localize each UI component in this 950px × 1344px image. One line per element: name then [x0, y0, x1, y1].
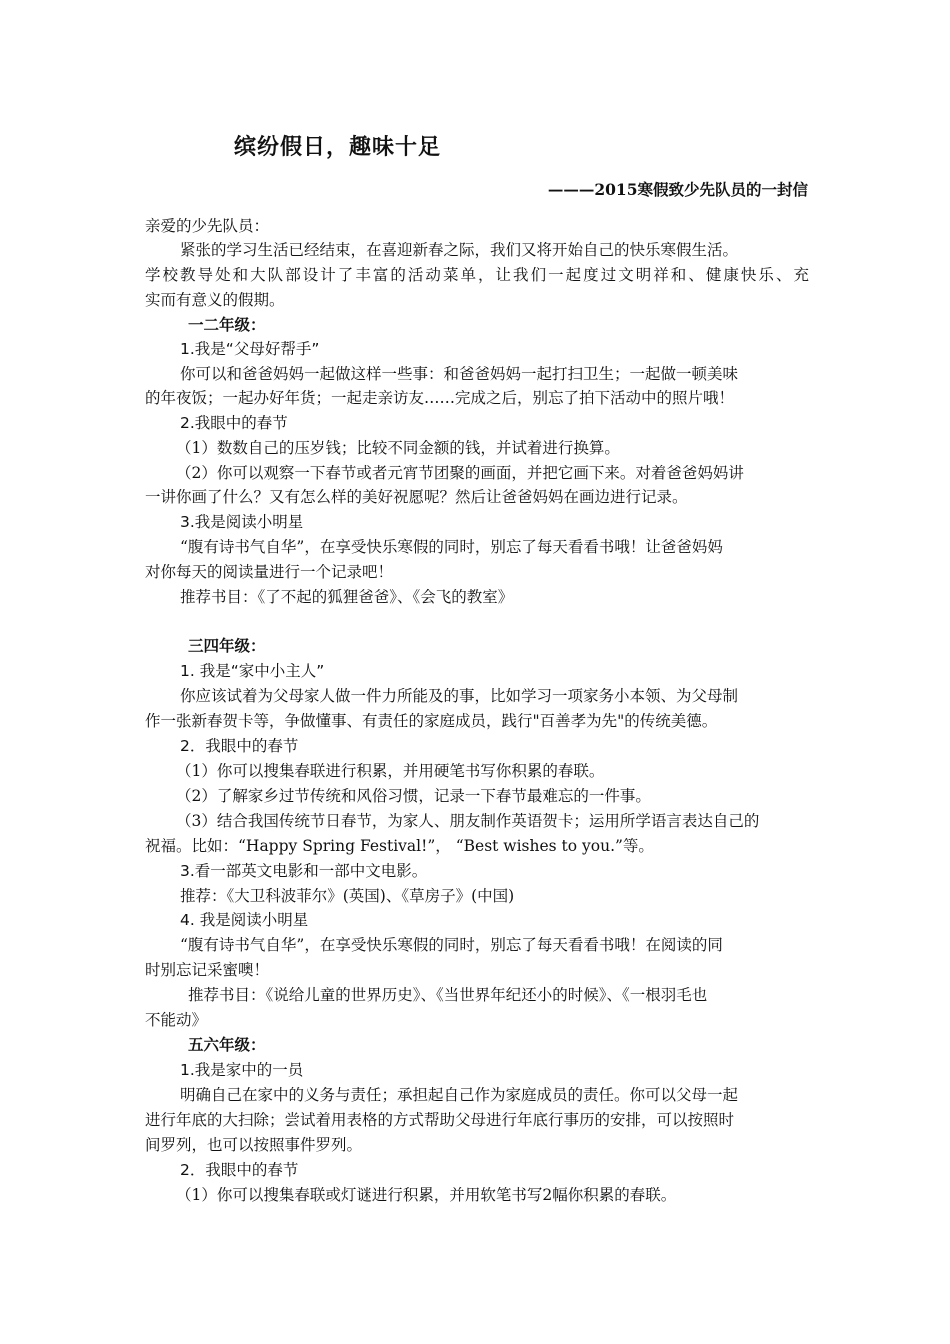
- activity-title: 2．我眼中的春节: [180, 1161, 299, 1179]
- page-subtitle: ———2015寒假致少先队员的一封信: [547, 180, 808, 199]
- activity-title: 1. 我是“家中小主人”: [180, 662, 325, 680]
- activity-title: 1.我是家中的一员: [180, 1061, 304, 1079]
- activity-subitem: （1）数数自己的压岁钱；比较不同金额的钱，并试着进行换算。: [176, 439, 620, 457]
- activity-text-line: 你可以和爸爸妈妈一起做这样一些事：和爸爸妈妈一起打扫卫生；一起做一顿美味: [180, 365, 739, 383]
- activity-subitem: 祝福。比如：“Happy Spring Festival!”， “Best wishes to you.”等。: [145, 837, 654, 855]
- greeting: 亲爱的少先队员：: [145, 217, 270, 235]
- activity-text-line: 明确自己在家中的义务与责任；承担起自己作为家庭成员的责任。你可以父母一起: [180, 1086, 739, 1104]
- activity-text-line: “腹有诗书气自华”，在享受快乐寒假的同时，别忘了每天看看书哦！在阅读的同: [180, 936, 723, 954]
- activity-text-line: 你应该试着为父母家人做一件力所能及的事，比如学习一项家务小本领、为父母制: [180, 687, 739, 705]
- recommended-books: 推荐书目：《说给儿童的世界历史》、《当世界年纪还小的时候》、《一根羽毛也: [188, 986, 708, 1004]
- activity-subitem: 一讲你画了什么？又有怎么样的美好祝愿呢？然后让爸爸妈妈在画边进行记录。: [145, 488, 688, 506]
- activity-title: 2.我眼中的春节: [180, 414, 288, 432]
- recommended-books: 不能动》: [145, 1011, 208, 1029]
- activity-text-line: 间罗列，也可以按照事件罗列。: [145, 1136, 363, 1154]
- recommended-movies: 推荐：《大卫科波菲尔》(英国)、《草房子》(中国): [180, 887, 515, 905]
- page-title: 缤纷假日，趣味十足: [234, 135, 442, 160]
- activity-text-line: 的年夜饭；一起办好年货；一起走亲访友……完成之后，别忘了拍下活动中的照片哦！: [145, 389, 735, 407]
- activity-text-line: 时别忘记采蜜噢！: [145, 961, 270, 979]
- activity-title: 4. 我是阅读小明星: [180, 911, 309, 929]
- activity-title: 1.我是“父母好帮手”: [180, 340, 320, 358]
- activity-subitem: （2）你可以观察一下春节或者元宵节团聚的画面，并把它画下来。对着爸爸妈妈讲: [176, 464, 744, 482]
- activity-text-line: 对你每天的阅读量进行一个记录吧！: [145, 563, 394, 581]
- activity-title: 3.我是阅读小明星: [180, 513, 304, 531]
- activity-text-line: “腹有诗书气自华”，在享受快乐寒假的同时，别忘了每天看看书哦！让爸爸妈妈: [180, 538, 723, 556]
- grade-heading-1-2: 一二年级：: [188, 316, 266, 334]
- activity-subitem: （3）结合我国传统节日春节，为家人、朋友制作英语贺卡；运用所学语言表达自己的: [176, 812, 760, 830]
- activity-title: 3.看一部英文电影和一部中文电影。: [180, 862, 428, 880]
- intro-paragraph-line: 紧张的学习生活已经结束，在喜迎新春之际，我们又将开始自己的快乐寒假生活。: [180, 241, 739, 259]
- activity-title: 2．我眼中的春节: [180, 737, 299, 755]
- recommended-books: 推荐书目：《了不起的狐狸爸爸》、《会飞的教室》: [180, 588, 514, 606]
- activity-subitem: （1）你可以搜集春联或灯谜进行积累，并用软笔书写2幅你积累的春联。: [176, 1186, 677, 1204]
- activity-text-line: 进行年底的大扫除；尝试着用表格的方式帮助父母进行年底行事历的安排，可以按照时: [145, 1111, 735, 1129]
- grade-heading-3-4: 三四年级：: [188, 637, 266, 655]
- activity-subitem: （2）了解家乡过节传统和风俗习惯，记录一下春节最难忘的一件事。: [176, 787, 651, 805]
- activity-subitem: （1）你可以搜集春联进行积累，并用硬笔书写你积累的春联。: [176, 762, 605, 780]
- intro-paragraph-line: 实而有意义的假期。: [145, 291, 285, 309]
- intro-paragraph-line: 学校教导处和大队部设计了丰富的活动菜单，让我们一起度过文明祥和、健康快乐、充: [145, 266, 809, 284]
- activity-text-line: 作一张新春贺卡等，争做懂事、有责任的家庭成员，践行"百善孝为先"的传统美德。: [145, 712, 718, 730]
- grade-heading-5-6: 五六年级：: [188, 1036, 266, 1054]
